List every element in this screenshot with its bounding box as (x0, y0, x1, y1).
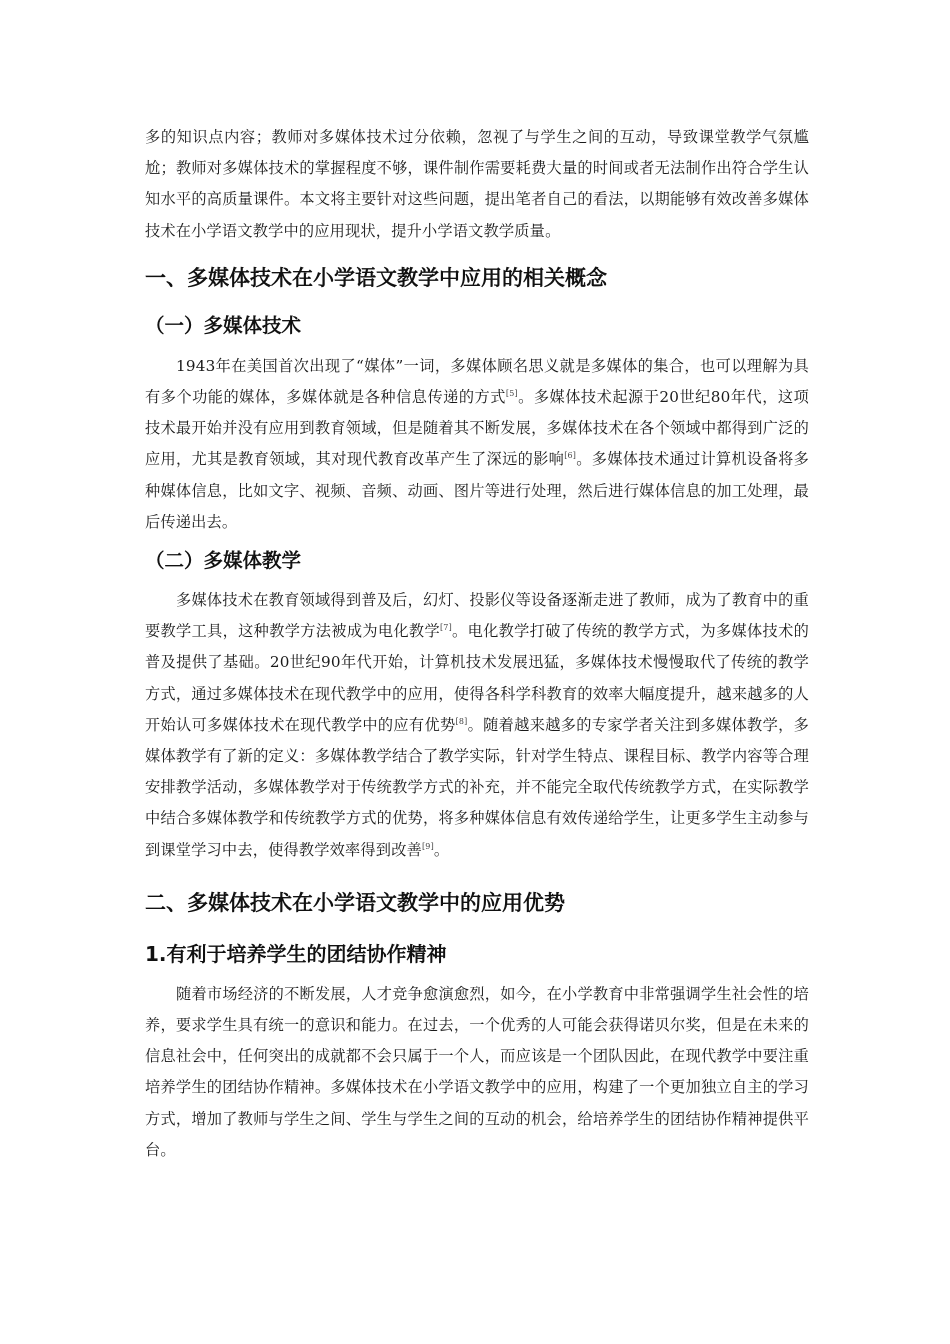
section-heading-concepts: 一、多媒体技术在小学语文教学中应用的相关概念 (145, 265, 607, 290)
paragraph-multimedia-technology (145, 351, 809, 538)
citation-ref: [9] (421, 841, 434, 851)
paragraph-text: 多媒体技术在教育领域得到普及后，幻灯、投影仪等设备逐渐走进了教师，成为了教育中的重要教学工具，这种教学方法被成为电化教学 (145, 591, 809, 641)
paragraph-text: 。随着越来越多的专家学者关注到多媒体教学，多媒体教学有了新的定义：多媒体教学结合了教学实际，针对学生特点、课程目标、教学内容等合理安排教学活动，多媒体教学对于传统教学方式的补充，并不能完全取代传统教学方式，在实际教学中结合多媒体教学和传统教学方式的优势，将多种媒体信息有效传递给学生，让更多学生主动参与到课堂学习中去，使得教学效率得到改善 (145, 715, 810, 859)
subsection-heading-multimedia-technology: （一）多媒体技术 (145, 313, 302, 337)
subsection-heading-teamwork: 1.有利于培养学生的团结协作精神 (145, 941, 447, 966)
paragraph-text: 1943年在美国首次出现了“媒体”一词，多媒体顾名思义就是多媒体的集合，也可以理解为具有多个功能的媒体，多媒体就是各种信息传递的方式 (145, 356, 809, 407)
subsection-heading-multimedia-teaching: （二）多媒体教学 (145, 549, 302, 573)
section-heading-advantages: 二、多媒体技术在小学语文教学中的应用优势 (145, 890, 565, 915)
citation-ref: [8] (455, 716, 468, 726)
paragraph-teamwork: 随着市场经济的不断发展，人才竞争愈演愈烈，如今，在小学教育中非常强调学生社会性的培养，要求学生具有统一的意识和能力。在过去，一个优秀的人可能会获得诺贝尔奖，但是在未来的信息社会中，任何突出的成就都不会只属于一个人，而应该是一个团队因此，在现代教学中要注重培养学生的团结协作精神。多媒体技术在小学语文教学中的应用，构建了一个更加独立自主的学习方式，增加了教师与学生之间、学生与学生之间的互动的机会，给培养学生的团结协作精神提供平台。 (145, 984, 809, 1159)
citation-ref: [6] (564, 451, 577, 461)
paragraph-text: 。多媒体技术起源于20世纪80年代，这项技术最开始并没有应用到教育领域，但是随着其不断发展，多媒体技术在各个领域中都得到广泛的应用，尤其是教育领域，其对现代教育改革产生了深远的影响 (145, 388, 809, 469)
paragraph-multimedia-teaching (145, 585, 809, 866)
document-page (145, 122, 809, 1166)
paragraph-text: 。电化教学打破了传统的教学方式，为多媒体技术的普及提供了基础。20世纪90年代开始，计算机技术发展迅猛，多媒体技术慢慢取代了传统的教学方式，通过多媒体技术在现代教学中的应用，使得各科学科教育的效率大幅度提升，越来越多的人开始认可多媒体技术在现代教学中的应有优势 (145, 622, 809, 734)
citation-ref: [7] (439, 623, 452, 633)
citation-ref: [5] (505, 389, 518, 399)
paragraph-text: 。 (433, 840, 450, 859)
intro-paragraph: 多的知识点内容；教师对多媒体技术过分依赖，忽视了与学生之间的互动，导致课堂教学气氛尴尬；教师对多媒体技术的掌握程度不够，课件制作需要耗费大量的时间或者无法制作出符合学生认知水平的高质量课件。本文将主要针对这些问题，提出笔者自己的看法，以期能够有效改善多媒体技术在小学语文教学中的应用现状，提升小学语文教学质量。 (145, 128, 809, 240)
paragraph-text: 。多媒体技术通过计算机设备将多种媒体信息，比如文字、视频、音频、动画、图片等进行处理，然后进行媒体信息的加工处理，最后传递出去。 (145, 450, 810, 531)
